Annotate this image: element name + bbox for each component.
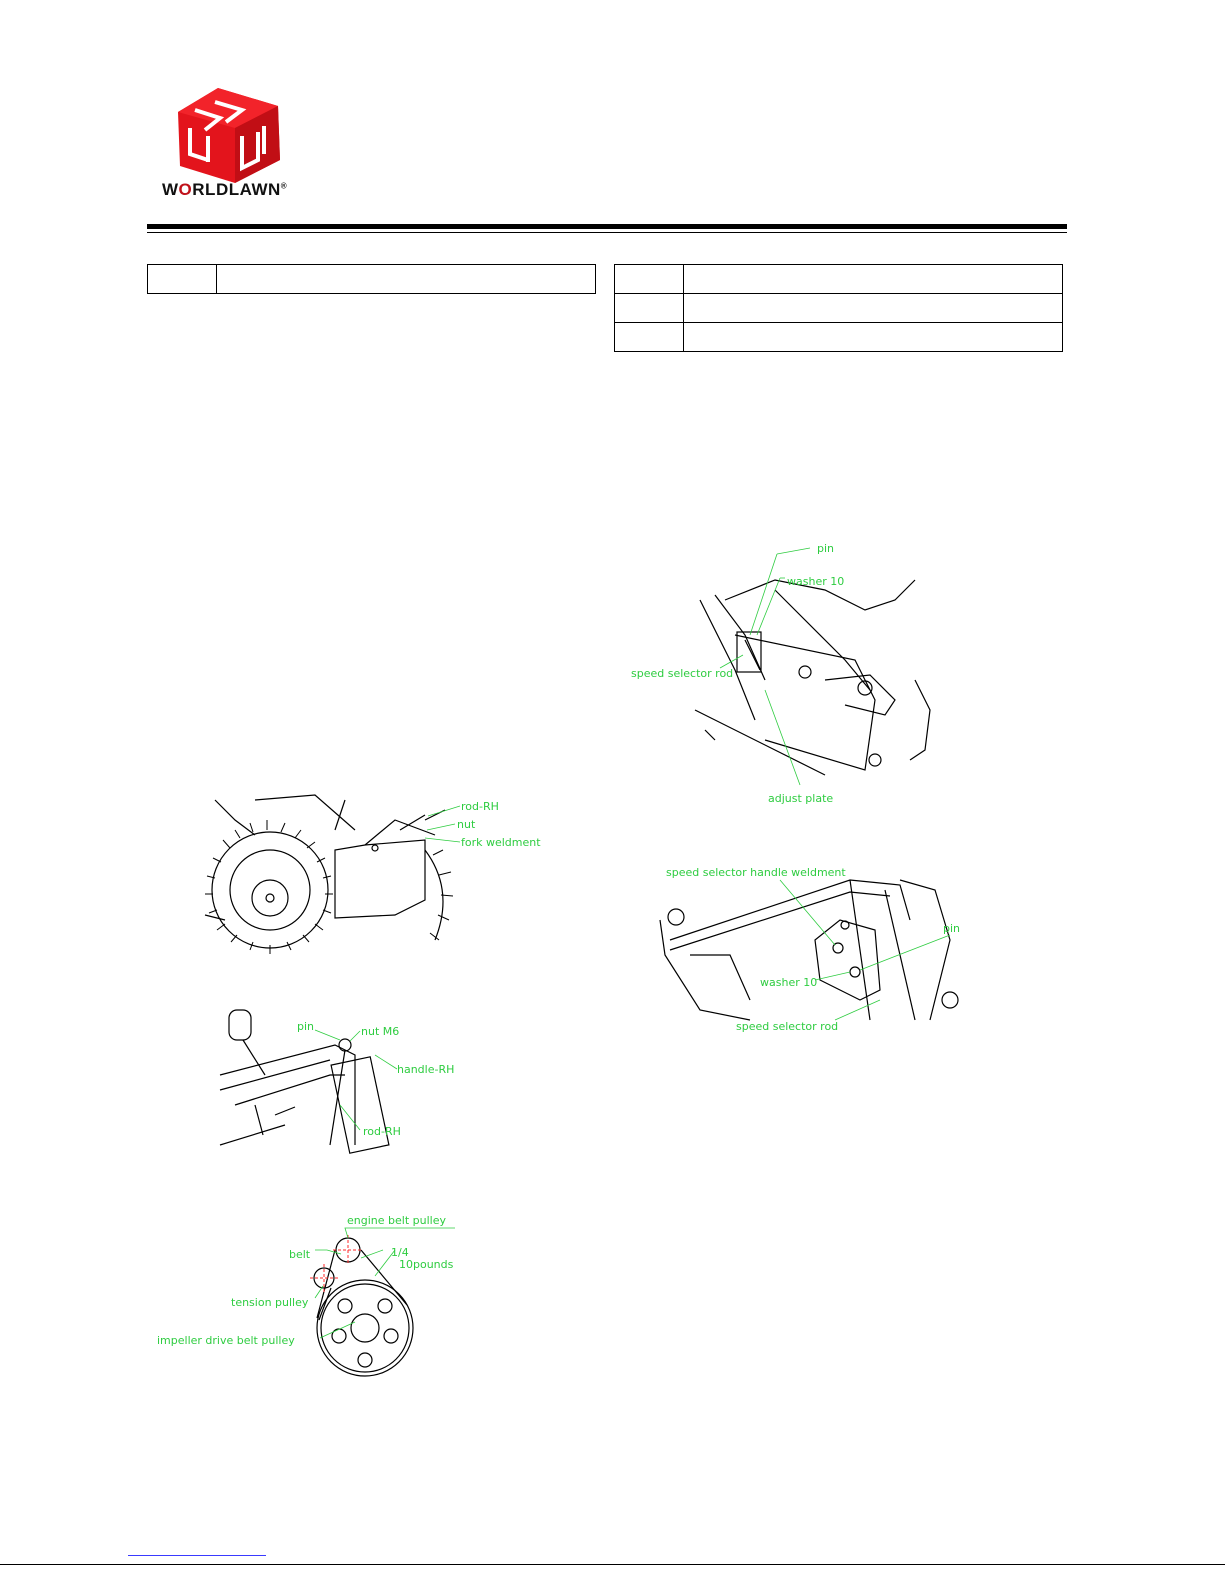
label-10-pounds: 10pounds bbox=[399, 1258, 454, 1271]
table-row bbox=[615, 323, 1063, 352]
table-cell bbox=[615, 265, 684, 294]
label-rod-rh: rod-RH bbox=[363, 1125, 401, 1138]
table-cell bbox=[684, 265, 1063, 294]
adjust-plate-diagram bbox=[625, 540, 945, 810]
label-handle-rh: handle-RH bbox=[397, 1063, 455, 1076]
table-cell bbox=[217, 265, 596, 294]
label-impeller-drive-belt-pulley: impeller drive belt pulley bbox=[157, 1334, 295, 1347]
label-quarter-inch: 1/4 bbox=[391, 1246, 409, 1259]
right-header-table bbox=[614, 264, 1063, 352]
label-adjust-plate: adjust plate bbox=[768, 792, 834, 805]
label-washer-10: washer 10 bbox=[787, 575, 845, 588]
label-fork-weldment: fork weldment bbox=[461, 836, 541, 849]
header-rule-thin bbox=[147, 232, 1067, 233]
header-rule-thick bbox=[147, 224, 1067, 229]
table-cell bbox=[615, 294, 684, 323]
table-row bbox=[615, 265, 1063, 294]
wheel-fork-diagram bbox=[195, 790, 541, 960]
label-speed-selector-rod: speed selector rod bbox=[631, 667, 734, 680]
label-pin: pin bbox=[297, 1020, 315, 1033]
handle-rh-diagram bbox=[215, 1005, 475, 1150]
logo-mark bbox=[160, 88, 310, 183]
label-nut: nut bbox=[457, 818, 476, 831]
table-row bbox=[148, 265, 596, 294]
left-header-table bbox=[147, 264, 596, 294]
label-pin: pin bbox=[817, 542, 835, 555]
brand-name: WORLDLAWN® bbox=[162, 180, 288, 199]
table-cell bbox=[148, 265, 217, 294]
speed-handle-diagram bbox=[650, 860, 970, 1040]
table-cell bbox=[615, 323, 684, 352]
label-speed-selector-handle-weldment: speed selector handle weldment bbox=[666, 866, 846, 879]
belt-pulley-diagram bbox=[155, 1210, 475, 1380]
label-rod-rh: rod-RH bbox=[461, 800, 499, 813]
footer-link[interactable] bbox=[128, 1555, 266, 1556]
label-speed-selector-rod: speed selector rod bbox=[736, 1020, 839, 1033]
label-washer-10: washer 10 bbox=[760, 976, 818, 989]
label-pin: pin bbox=[943, 922, 961, 935]
label-belt: belt bbox=[289, 1248, 311, 1261]
table-cell bbox=[684, 294, 1063, 323]
table-row bbox=[615, 294, 1063, 323]
label-engine-belt-pulley: engine belt pulley bbox=[347, 1214, 446, 1227]
label-tension-pulley: tension pulley bbox=[231, 1296, 309, 1309]
table-cell bbox=[684, 323, 1063, 352]
label-nut-m6: nut M6 bbox=[361, 1025, 400, 1038]
footer-rule bbox=[0, 1564, 1225, 1565]
